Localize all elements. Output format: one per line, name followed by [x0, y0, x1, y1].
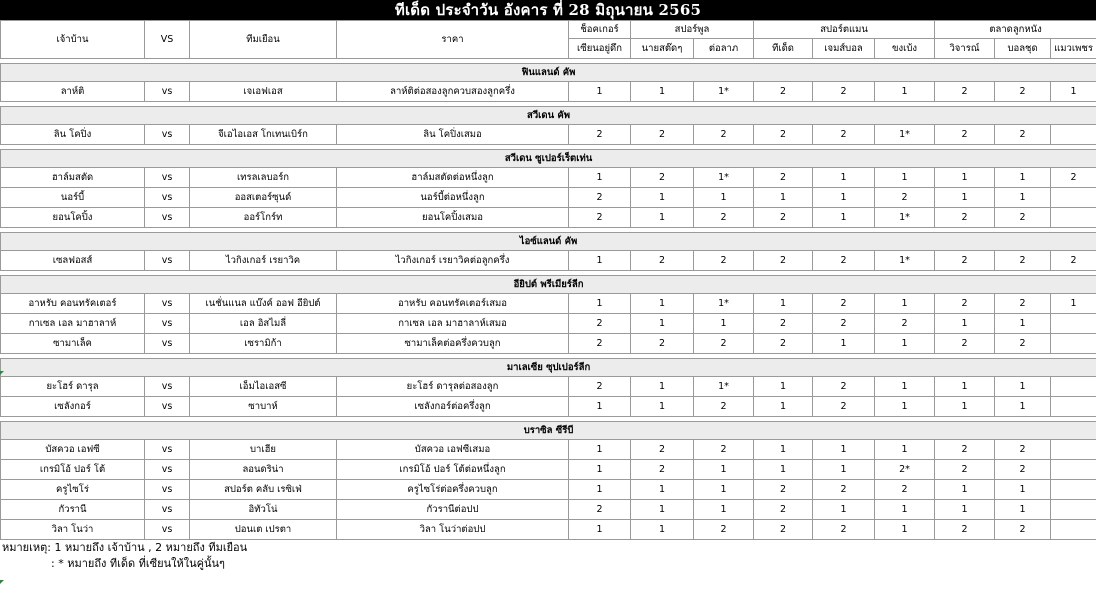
- home-team: วิลา โนว่า: [1, 520, 145, 540]
- pick-cell: 2: [995, 294, 1051, 314]
- away-team: เจเอฟเอส: [190, 82, 337, 102]
- away-team: เทรลเลบอร์ก: [190, 168, 337, 188]
- pick-cell: 1*: [875, 125, 935, 145]
- match-row: [1, 440, 1096, 460]
- pick-cell: 2: [754, 125, 813, 145]
- pick-cell: 2: [631, 251, 694, 271]
- header-source: ขงเบ้ง: [875, 39, 935, 59]
- home-team: กัวรานี: [1, 500, 145, 520]
- header-row-groups: [1, 21, 1096, 39]
- sheet-title: ทีเด็ด ประจำวัน อังคาร ที่ 28 มิถุนายน 2565: [0, 0, 1096, 20]
- pick-cell: 2: [813, 377, 875, 397]
- pick-cell: 1*: [875, 208, 935, 228]
- pick-cell: 2: [935, 82, 995, 102]
- away-team: ปอนเต เปรตา: [190, 520, 337, 540]
- vs-label: vs: [145, 251, 190, 271]
- pick-cell: 2: [754, 480, 813, 500]
- pick-cell: 1: [631, 377, 694, 397]
- header-source: นายสต๊ดๆ: [631, 39, 694, 59]
- away-team: เนชั่นแนล แบ๊งค์ ออฟ อียิปต์: [190, 294, 337, 314]
- match-row: [1, 82, 1096, 102]
- pick-cell: 1: [995, 168, 1051, 188]
- header-group-shocker: ช็อคเกอร์: [569, 21, 631, 39]
- vs-label: vs: [145, 377, 190, 397]
- away-team: ออสเตอร์ซุนด์: [190, 188, 337, 208]
- home-team: ลิน โคปิ่ง: [1, 125, 145, 145]
- pick-cell: 1: [1051, 82, 1096, 102]
- pick-cell: 1: [875, 82, 935, 102]
- notes: [0, 540, 1096, 572]
- pick-cell: 2: [631, 460, 694, 480]
- league-name: มาเลเซีย ซุปเปอร์ลีก: [1, 359, 1096, 377]
- league-name: บราซิล ซีรีบี: [1, 422, 1096, 440]
- pick-cell: 1: [813, 188, 875, 208]
- pick-cell: 2: [694, 125, 754, 145]
- pick-cell: 2: [813, 251, 875, 271]
- pick-cell: 1: [694, 314, 754, 334]
- pick-cell: [1051, 377, 1096, 397]
- pick-cell: 1: [935, 480, 995, 500]
- match-row: [1, 168, 1096, 188]
- header-source: บอลชุด: [995, 39, 1051, 59]
- pick-cell: 2: [569, 314, 631, 334]
- vs-label: vs: [145, 208, 190, 228]
- pick-cell: 2: [935, 440, 995, 460]
- league-name: อียิปต์ พรีเมียร์ลีก: [1, 276, 1096, 294]
- pick-cell: 2: [631, 440, 694, 460]
- vs-label: vs: [145, 397, 190, 417]
- away-team: เอ็มไอเอสซี: [190, 377, 337, 397]
- price-text: วิลา โนว่าต่อปป: [337, 520, 569, 540]
- away-team: ซาบาห์: [190, 397, 337, 417]
- header-source: ทีเด็ด: [754, 39, 813, 59]
- pick-cell: 2: [569, 208, 631, 228]
- vs-label: vs: [145, 334, 190, 354]
- pick-cell: 2: [754, 208, 813, 228]
- pick-cell: 1: [631, 500, 694, 520]
- pick-cell: 2: [935, 460, 995, 480]
- pick-cell: 2: [631, 168, 694, 188]
- vs-label: vs: [145, 520, 190, 540]
- pick-cell: 2: [875, 314, 935, 334]
- match-row: [1, 125, 1096, 145]
- vs-label: vs: [145, 480, 190, 500]
- home-team: เกรมิโอ้ ปอร์ โต้: [1, 460, 145, 480]
- pick-cell: 1: [935, 500, 995, 520]
- pick-cell: 1: [875, 334, 935, 354]
- pick-cell: 1: [631, 480, 694, 500]
- pick-cell: 1: [1051, 294, 1096, 314]
- pick-cell: 2: [935, 520, 995, 540]
- home-team: กาเซล เอล มาฮาลาห์: [1, 314, 145, 334]
- pick-cell: 1: [631, 520, 694, 540]
- pick-cell: 1: [569, 168, 631, 188]
- pick-cell: 1: [569, 251, 631, 271]
- pick-cell: 2: [813, 397, 875, 417]
- pick-cell: 1: [813, 334, 875, 354]
- price-text: อาหรับ คอนทรัคเตอร์เสมอ: [337, 294, 569, 314]
- pick-cell: 1: [995, 397, 1051, 417]
- pick-cell: 1: [813, 500, 875, 520]
- home-team: อาหรับ คอนทรัคเตอร์: [1, 294, 145, 314]
- league-row: [1, 233, 1096, 251]
- league-name: ไอซ์แลนด์ คัพ: [1, 233, 1096, 251]
- match-row: [1, 251, 1096, 271]
- away-team: อิทัวโน่: [190, 500, 337, 520]
- cell-comment-marker: [0, 580, 4, 584]
- vs-label: vs: [145, 314, 190, 334]
- away-team: บาเฮีย: [190, 440, 337, 460]
- price-text: ฮาล์มสตัดต่อหนึ่งลูก: [337, 168, 569, 188]
- pick-cell: 1: [754, 294, 813, 314]
- header-group-sportman: สปอร์ตแมน: [754, 21, 935, 39]
- cell-comment-marker: [0, 371, 4, 375]
- pick-cell: 2: [935, 334, 995, 354]
- league-name: ฟินแลนด์ คัพ: [1, 64, 1096, 82]
- price-text: ครูไซโร่ต่อครึ่งควบลูก: [337, 480, 569, 500]
- pick-cell: [1051, 460, 1096, 480]
- pick-cell: 2: [569, 377, 631, 397]
- league-name: สวีเดน ซูเปอร์เร็ตเท่น: [1, 150, 1096, 168]
- pick-cell: [1051, 500, 1096, 520]
- pick-cell: 1: [813, 168, 875, 188]
- pick-cell: 2: [995, 125, 1051, 145]
- vs-label: vs: [145, 168, 190, 188]
- pick-cell: 2: [995, 82, 1051, 102]
- price-text: ซามาเล็คต่อครึ่งควบลูก: [337, 334, 569, 354]
- header-source: ต่อลาภ: [694, 39, 754, 59]
- pick-cell: 2: [1051, 168, 1096, 188]
- pick-cell: 1: [995, 377, 1051, 397]
- league-row: [1, 422, 1096, 440]
- home-team: ซามาเล็ค: [1, 334, 145, 354]
- pick-cell: 2: [694, 334, 754, 354]
- header-source: แมวเพชร: [1051, 39, 1096, 59]
- match-row: [1, 208, 1096, 228]
- away-team: เซรามิก้า: [190, 334, 337, 354]
- pick-cell: 2: [569, 125, 631, 145]
- pick-cell: 1: [995, 188, 1051, 208]
- pick-cell: 2: [694, 251, 754, 271]
- vs-label: vs: [145, 500, 190, 520]
- header-source: เจมส์บอล: [813, 39, 875, 59]
- pick-cell: 1: [875, 294, 935, 314]
- match-row: [1, 294, 1096, 314]
- price-text: ยะโฮร์ ดารุลต่อสองลูก: [337, 377, 569, 397]
- pick-cell: 2: [754, 500, 813, 520]
- header-home: เจ้าบ้าน: [1, 21, 145, 59]
- pick-cell: [1051, 334, 1096, 354]
- pick-cell: 2: [754, 314, 813, 334]
- pick-cell: 1: [694, 480, 754, 500]
- vs-label: vs: [145, 188, 190, 208]
- match-row: [1, 188, 1096, 208]
- price-text: ลาห์ติต่อสองลูกควบสองลูกครึ่ง: [337, 82, 569, 102]
- pick-cell: 1: [569, 440, 631, 460]
- pick-cell: 2: [935, 294, 995, 314]
- pick-cell: 1: [694, 460, 754, 480]
- pick-cell: 1*: [694, 168, 754, 188]
- home-team: ฮาล์มสตัด: [1, 168, 145, 188]
- pick-cell: 2: [754, 334, 813, 354]
- pick-cell: 1: [569, 397, 631, 417]
- pick-cell: 1: [754, 377, 813, 397]
- home-team: ยอนโคปิ้ง: [1, 208, 145, 228]
- note-line: หมายเหตุ: 1 หมายถึง เจ้าบ้าน , 2 หมายถึง ทีมเยือน: [2, 541, 248, 554]
- match-row: [1, 377, 1096, 397]
- league-name: สวีเดน คัพ: [1, 107, 1096, 125]
- match-row: [1, 520, 1096, 540]
- pick-cell: 1: [875, 397, 935, 417]
- pick-cell: 2: [995, 334, 1051, 354]
- pick-cell: 2: [875, 188, 935, 208]
- pick-cell: 1: [631, 397, 694, 417]
- pick-cell: 1: [569, 480, 631, 500]
- price-text: เกรมิโอ้ ปอร์ โต้ต่อหนึ่งลูก: [337, 460, 569, 480]
- pick-cell: 2: [995, 520, 1051, 540]
- pick-cell: 1: [754, 397, 813, 417]
- pick-cell: [1051, 125, 1096, 145]
- pick-cell: 1: [875, 377, 935, 397]
- pick-cell: 2: [754, 168, 813, 188]
- header-vs: VS: [145, 21, 190, 59]
- away-team: จีเอไอเอส โกเทนเบิร์ก: [190, 125, 337, 145]
- header-source: วิจารณ์: [935, 39, 995, 59]
- league-row: [1, 150, 1096, 168]
- vs-label: vs: [145, 82, 190, 102]
- header-price: ราคา: [337, 21, 569, 59]
- pick-cell: 1: [694, 500, 754, 520]
- pick-cell: 2: [569, 188, 631, 208]
- pick-cell: 2: [631, 334, 694, 354]
- pick-cell: 1: [875, 440, 935, 460]
- price-text: บัสควอ เอฟซีเสมอ: [337, 440, 569, 460]
- pick-cell: 2: [694, 397, 754, 417]
- pick-cell: 1: [875, 500, 935, 520]
- pick-cell: [1051, 520, 1096, 540]
- home-team: นอร์บี้: [1, 188, 145, 208]
- pick-cell: 1: [995, 480, 1051, 500]
- home-team: ยะโฮร์ ดารุล: [1, 377, 145, 397]
- pick-cell: 1: [875, 520, 935, 540]
- pick-cell: 1: [569, 82, 631, 102]
- pick-cell: 2: [995, 208, 1051, 228]
- match-row: [1, 314, 1096, 334]
- away-team: สปอร์ต คลับ เรซิเฟ่: [190, 480, 337, 500]
- vs-label: vs: [145, 460, 190, 480]
- pick-cell: 2: [813, 82, 875, 102]
- pick-cell: [1051, 397, 1096, 417]
- price-text: ไวกิงเกอร์ เรยาวิคต่อลูกครึ่ง: [337, 251, 569, 271]
- pick-cell: 2: [754, 251, 813, 271]
- league-row: [1, 276, 1096, 294]
- pick-cell: 1: [995, 500, 1051, 520]
- pick-cell: 1: [694, 188, 754, 208]
- pick-cell: 2*: [875, 460, 935, 480]
- price-text: กัวรานีต่อปป: [337, 500, 569, 520]
- pick-cell: 1: [995, 314, 1051, 334]
- home-team: ครูไซโร่: [1, 480, 145, 500]
- pick-cell: 2: [995, 460, 1051, 480]
- home-team: เซลังกอร์: [1, 397, 145, 417]
- pick-cell: 2: [995, 251, 1051, 271]
- away-team: ไวกิงเกอร์ เรยาวิค: [190, 251, 337, 271]
- pick-cell: 1: [569, 520, 631, 540]
- header-source: เซียนอยู่ดึก: [569, 39, 631, 59]
- pick-cell: [1051, 440, 1096, 460]
- home-team: ลาห์ติ: [1, 82, 145, 102]
- pick-cell: 1: [935, 377, 995, 397]
- league-row: [1, 64, 1096, 82]
- match-row: [1, 334, 1096, 354]
- pick-cell: 2: [569, 334, 631, 354]
- pick-cell: 1: [935, 168, 995, 188]
- pick-cell: 2: [1051, 251, 1096, 271]
- away-team: ลอนดริน่า: [190, 460, 337, 480]
- pick-cell: 2: [935, 251, 995, 271]
- match-row: [1, 460, 1096, 480]
- pick-cell: [1051, 188, 1096, 208]
- pick-cell: 1: [631, 188, 694, 208]
- header-group-market: ตลาดลูกหนัง: [935, 21, 1096, 39]
- pick-cell: 1: [875, 168, 935, 188]
- pick-cell: 2: [631, 125, 694, 145]
- pick-cell: 1: [569, 460, 631, 480]
- pick-cell: 1: [569, 294, 631, 314]
- pick-cell: 1: [631, 82, 694, 102]
- tips-table: [0, 20, 1096, 540]
- price-text: ยอนโคปิ้งเสมอ: [337, 208, 569, 228]
- pick-cell: 1*: [875, 251, 935, 271]
- pick-cell: 2: [875, 480, 935, 500]
- home-team: เซลฟอสส์: [1, 251, 145, 271]
- pick-cell: 1*: [694, 377, 754, 397]
- away-team: เอล อิสไมลี่: [190, 314, 337, 334]
- price-text: นอร์บี้ต่อหนึ่งลูก: [337, 188, 569, 208]
- pick-cell: 2: [813, 520, 875, 540]
- pick-cell: 2: [935, 208, 995, 228]
- match-row: [1, 500, 1096, 520]
- vs-label: vs: [145, 440, 190, 460]
- pick-cell: 1: [935, 397, 995, 417]
- pick-cell: 1: [813, 460, 875, 480]
- pick-cell: 1: [631, 208, 694, 228]
- price-text: กาเซล เอล มาฮาลาห์เสมอ: [337, 314, 569, 334]
- pick-cell: [1051, 314, 1096, 334]
- header-group-sportpool: สปอร์พูล: [631, 21, 754, 39]
- pick-cell: 1: [935, 188, 995, 208]
- note-line: : * หมายถึง ทีเด็ด ที่เซียนให้ในคู่นั้นๆ: [51, 557, 225, 570]
- away-team: ออร์โกร์ท: [190, 208, 337, 228]
- price-text: เซลังกอร์ต่อครึ่งลูก: [337, 397, 569, 417]
- pick-cell: 1: [754, 188, 813, 208]
- pick-cell: 1: [813, 440, 875, 460]
- pick-cell: 1: [631, 314, 694, 334]
- pick-cell: 2: [813, 314, 875, 334]
- pick-cell: 2: [995, 440, 1051, 460]
- pick-cell: 1*: [694, 82, 754, 102]
- pick-cell: 2: [694, 520, 754, 540]
- league-row: [1, 107, 1096, 125]
- pick-cell: 2: [813, 480, 875, 500]
- vs-label: vs: [145, 294, 190, 314]
- match-row: [1, 480, 1096, 500]
- pick-cell: 2: [754, 520, 813, 540]
- league-row: [1, 359, 1096, 377]
- pick-cell: [1051, 480, 1096, 500]
- pick-cell: 2: [694, 440, 754, 460]
- header-away: ทีมเยือน: [190, 21, 337, 59]
- pick-cell: 2: [935, 125, 995, 145]
- pick-cell: 1*: [694, 294, 754, 314]
- pick-cell: [1051, 208, 1096, 228]
- pick-cell: 2: [813, 294, 875, 314]
- pick-cell: 2: [569, 500, 631, 520]
- pick-cell: 2: [694, 208, 754, 228]
- pick-cell: 2: [754, 82, 813, 102]
- home-team: บัสควอ เอฟซี: [1, 440, 145, 460]
- pick-cell: 1: [631, 294, 694, 314]
- pick-cell: 1: [754, 460, 813, 480]
- vs-label: vs: [145, 125, 190, 145]
- pick-cell: 1: [935, 314, 995, 334]
- pick-cell: 1: [813, 208, 875, 228]
- match-row: [1, 397, 1096, 417]
- pick-cell: 1: [754, 440, 813, 460]
- pick-cell: 2: [813, 125, 875, 145]
- price-text: ลิน โคปิ่งเสมอ: [337, 125, 569, 145]
